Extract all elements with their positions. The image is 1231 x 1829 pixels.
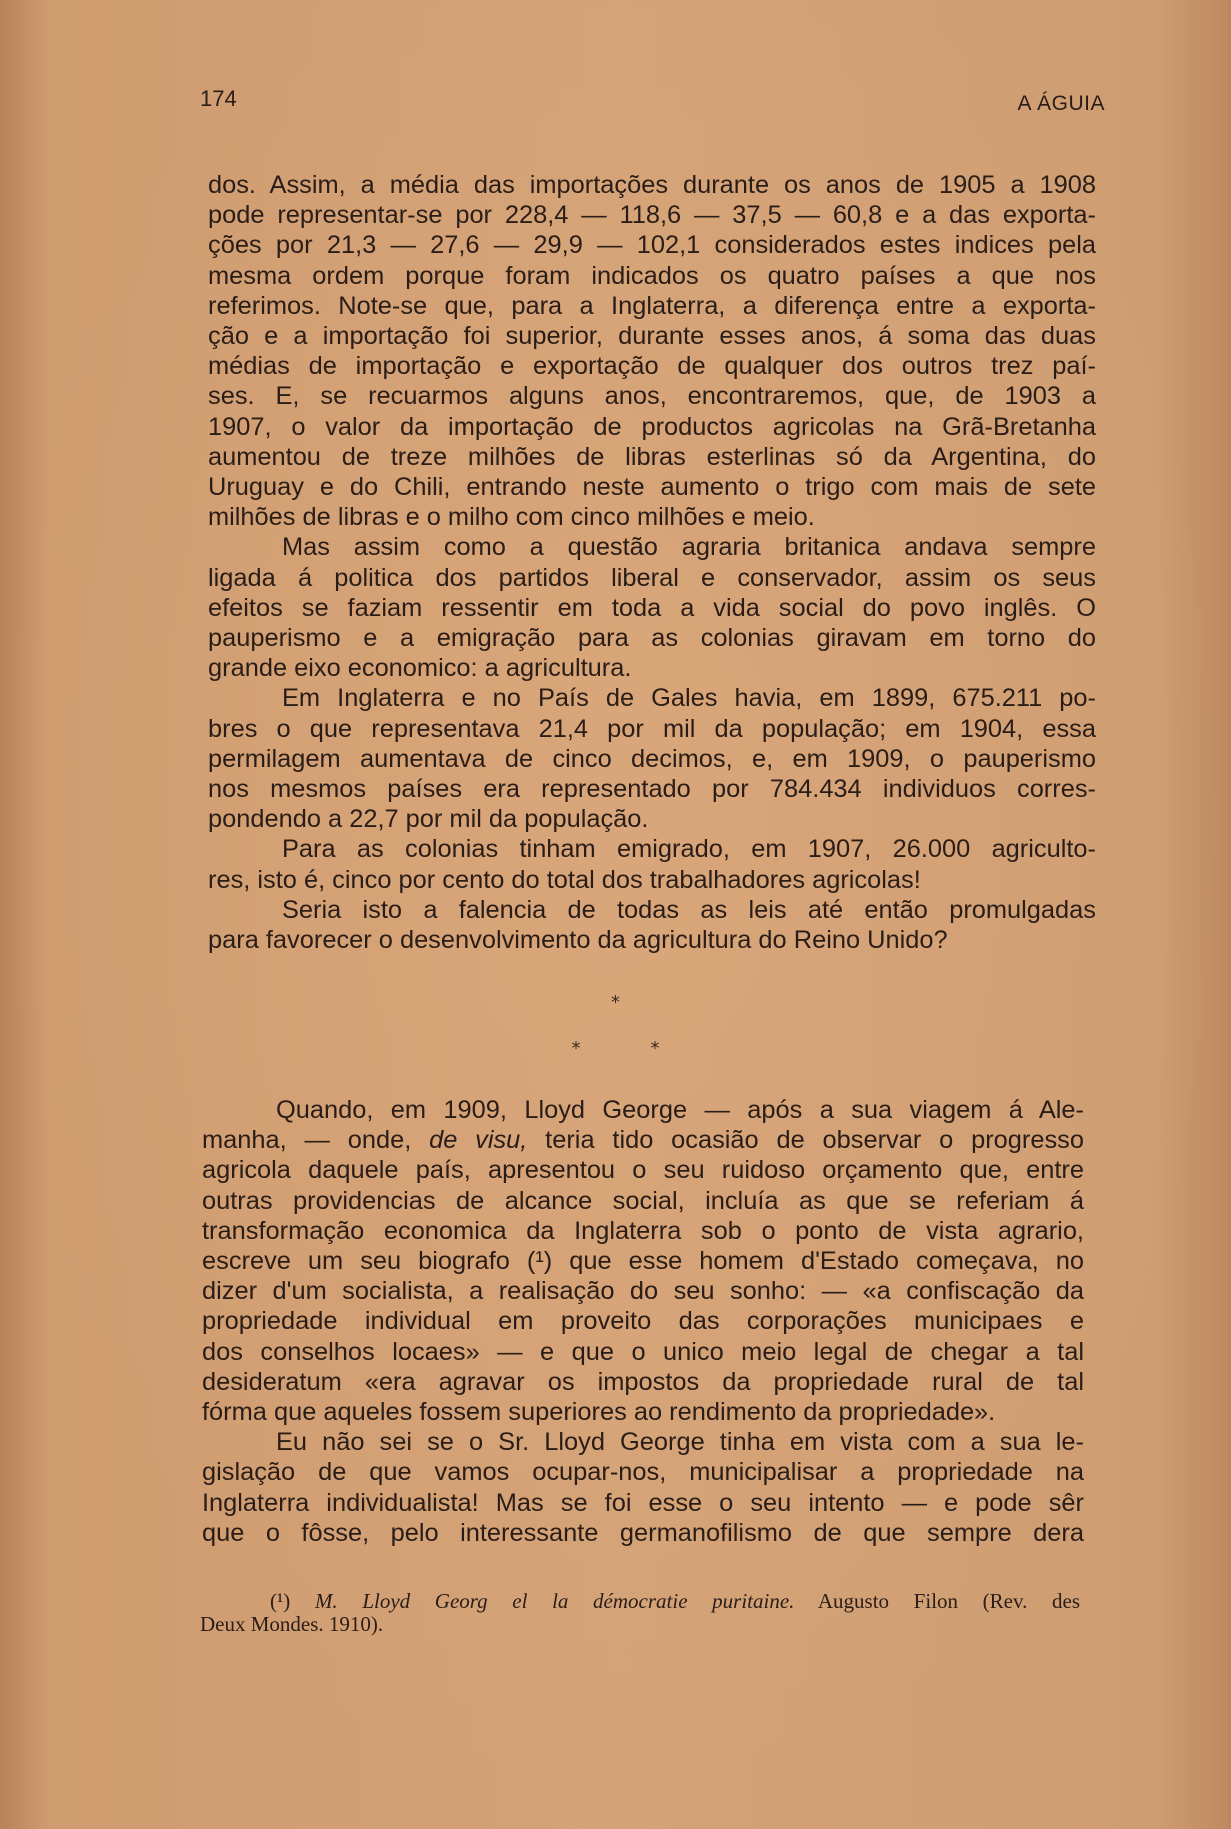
section-two-text (202, 1095, 1084, 1548)
asterism-top-star: * (611, 992, 620, 1013)
page-number: 174 (200, 86, 237, 111)
footnote-line (200, 1590, 1080, 1613)
text-line: Uruguay e do Chili, entrando neste aumento o trigo com mais de sete (208, 473, 1096, 502)
text-line: ções por 21,3 — 27,6 — 29,9 — 102,1 considerados estes indices pela (208, 231, 1096, 260)
text-line: transformação economica da Inglaterra sob o ponto de vista agrario, (202, 1216, 1084, 1245)
text-line: Seria isto a falencia de todas as leis até então promulgadas (282, 895, 1096, 924)
text-line: dos. Assim, a média das importações durante os anos de 1905 a 1908 (208, 171, 1096, 199)
text-line: referimos. Note-se que, para a Inglaterra, a diferença entre a exporta- (208, 291, 1096, 320)
text-line: agricola daquele país, apresentou o seu ruidoso orçamento que, entre (202, 1156, 1084, 1185)
text-line: bres o que representava 21,4 por mil da população; em 1904, essa (208, 714, 1096, 743)
text-line: ção e a importação foi superior, durante esses anos, á soma das duas (208, 322, 1096, 351)
text-line: dos conselhos locaes» — e que o unico meio legal de chegar a tal (202, 1337, 1084, 1366)
section-one-text (208, 170, 1096, 955)
text-line: 1907, o valor da importação de productos agricolas na Grã-Bretanha (208, 412, 1096, 441)
text-fragment: manha, — onde, (202, 1126, 430, 1155)
text-line: pauperismo e a emigração para as colonias giravam em torno do (208, 624, 1096, 653)
text-line: res, isto é, cinco por cento do total dos trabalhadores agricolas! (208, 865, 921, 894)
running-title: A ÁGUIA (1017, 92, 1105, 115)
text-line: desideratum «era agravar os impostos da propriedade rural de tal (202, 1367, 1084, 1396)
text-line: outras providencias de alcance social, incluía as que se referiam á (202, 1186, 1084, 1215)
text-line: Para as colonias tinham emigrado, em 1907, 26.000 agriculto- (282, 835, 1096, 864)
text-line: fórma que aqueles fossem superiores ao rendimento da propriedade». (202, 1398, 996, 1427)
footnote (200, 1590, 1080, 1636)
page-header (200, 86, 1105, 116)
latin-phrase: de visu, (429, 1126, 528, 1155)
text-line: ligada á politica dos partidos liberal e conservador, assim os seus (208, 563, 1096, 592)
text-line: efeitos se faziam ressentir em toda a vida social do povo inglês. O (208, 593, 1096, 622)
text-line: Em Inglaterra e no País de Gales havia, em 1899, 675.211 po- (282, 684, 1096, 713)
footnote-source: Augusto Filon (Rev. des (794, 1589, 1081, 1613)
text-line: dizer d'um socialista, a realisação do seu sonho: — «a confiscação da (202, 1277, 1084, 1306)
asterism-star: * (650, 1038, 730, 1059)
text-line: que o fôsse, pelo interessante germanofilismo de que sempre dera (202, 1518, 1084, 1547)
text-line: ses. E, se recuarmos alguns anos, encontraremos, que, de 1903 a (208, 382, 1096, 411)
text-line: Eu não sei se o Sr. Lloyd George tinha em vista com a sua le- (276, 1428, 1084, 1457)
text-line (202, 1125, 1084, 1155)
asterism-star: * (571, 1038, 651, 1059)
text-line: médias de importação e exportação de qualquer dos outros trez paí- (208, 352, 1096, 381)
text-line: propriedade individual em proveito das corporações municipaes e (202, 1307, 1084, 1336)
text-line: Inglaterra individualista! Mas se foi esse o seu intento — e pode sêr (202, 1488, 1084, 1517)
text-line: aumentou de treze milhões de libras esterlinas só da Argentina, do (208, 442, 1096, 471)
text-line: nos mesmos países era representado por 784.434 individuos corres- (208, 775, 1096, 804)
footnote-line: Deux Mondes. 1910). (200, 1612, 384, 1636)
text-line: escreve um seu biografo (¹) que esse homem d'Estado começava, no (202, 1247, 1084, 1276)
asterism-bottom-stars (0, 1038, 1231, 1059)
text-line: grande eixo economico: a agricultura. (208, 654, 632, 683)
text-line: milhões de libras e o milho com cinco milhões e meio. (208, 503, 815, 532)
footnote-marker: (¹) (270, 1589, 291, 1613)
text-fragment: teria tido ocasião de observar o progresso (527, 1126, 1084, 1155)
text-line: Quando, em 1909, Lloyd George — após a sua viagem á Ale- (276, 1096, 1084, 1124)
text-line: para favorecer o desenvolvimento da agricultura do Reino Unido? (208, 926, 948, 955)
footnote-title: M. Lloyd Georg el la démocratie puritaine. (314, 1589, 795, 1613)
text-line: permilagem aumentava de cinco decimos, e, em 1909, o pauperismo (208, 744, 1096, 773)
text-line: Mas assim como a questão agraria britanica andava sempre (282, 533, 1096, 562)
text-line: pondendo a 22,7 por mil da população. (208, 805, 649, 834)
text-line: mesma ordem porque foram indicados os quatro países a que nos (208, 261, 1096, 290)
text-line: pode representar-se por 228,4 — 118,6 — 37,5 — 60,8 e a das exporta- (208, 201, 1096, 230)
text-line: gislação de que vamos ocupar-nos, municipalisar a propriedade na (202, 1458, 1084, 1487)
